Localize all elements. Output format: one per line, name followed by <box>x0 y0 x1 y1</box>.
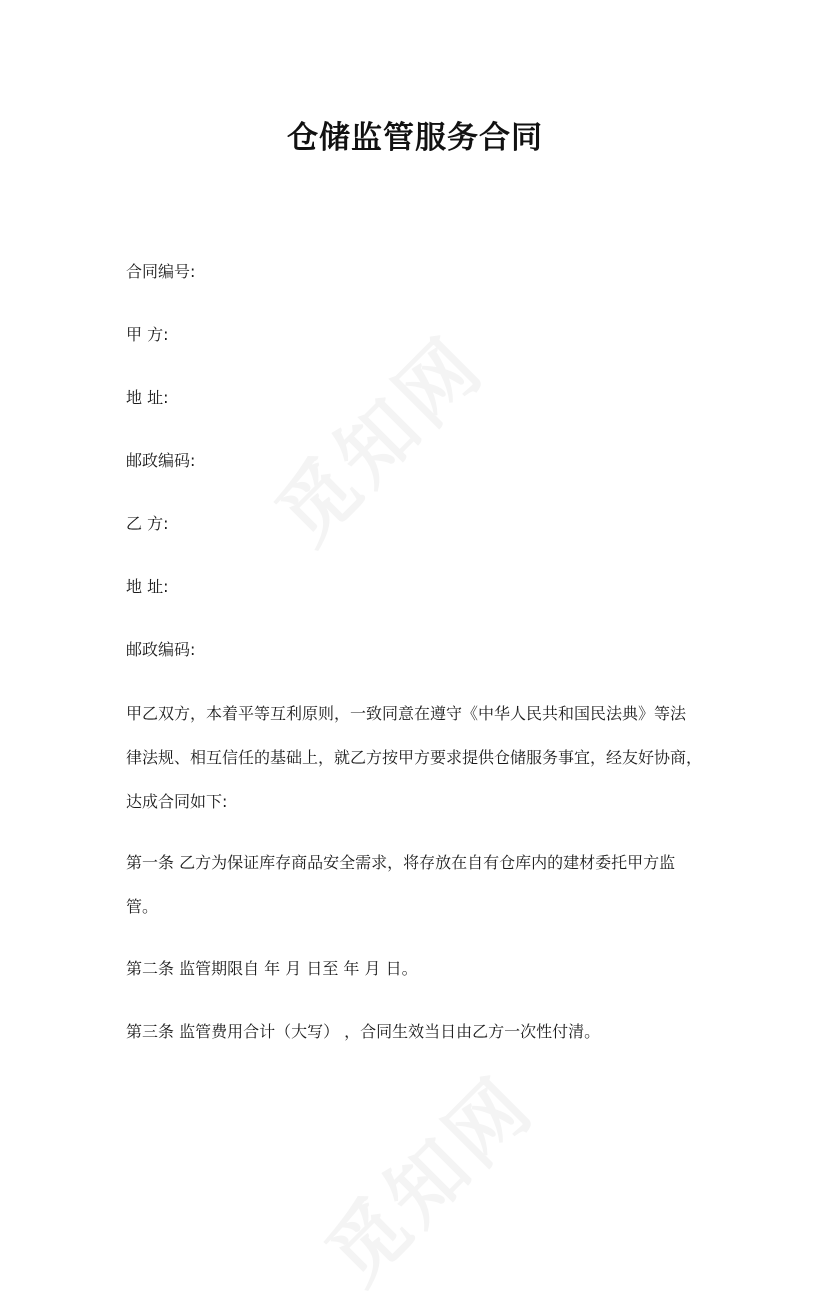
article-1-line: 管。 <box>126 897 159 916</box>
watermark-top <box>247 307 504 564</box>
preamble-line: 甲乙双方，本着平等互利原则，一致同意在遵守《中华人民共和国民法典》等法 <box>126 704 687 723</box>
party-a-address-field: 地 址: <box>126 388 169 407</box>
article-3: 第三条 监管费用合计（大写） ，合同生效当日由乙方一次性付清。 <box>126 1022 601 1041</box>
party-a-postcode-field: 邮政编码: <box>126 451 196 470</box>
contract-title: 仓储监管服务合同 <box>287 120 543 156</box>
contract-number-field: 合同编号: <box>126 262 196 281</box>
preamble-line: 达成合同如下: <box>126 792 228 811</box>
article-2: 第二条 监管期限自 年 月 日至 年 月 日。 <box>126 959 418 978</box>
party-b-postcode-field: 邮政编码: <box>126 640 196 659</box>
watermark-bottom <box>297 1047 554 1304</box>
preamble-line: 律法规、相互信任的基础上，就乙方按甲方要求提供仓储服务事宜，经友好协商， <box>126 748 703 767</box>
preamble-paragraph <box>126 704 716 812</box>
party-b-address-field: 地 址: <box>126 577 169 596</box>
article-1 <box>126 853 716 917</box>
party-a-field: 甲 方: <box>126 325 169 344</box>
article-1-line: 第一条 乙方为保证库存商品安全需求，将存放在自有仓库内的建材委托甲方监 <box>126 853 676 872</box>
party-b-field: 乙 方: <box>126 514 169 533</box>
